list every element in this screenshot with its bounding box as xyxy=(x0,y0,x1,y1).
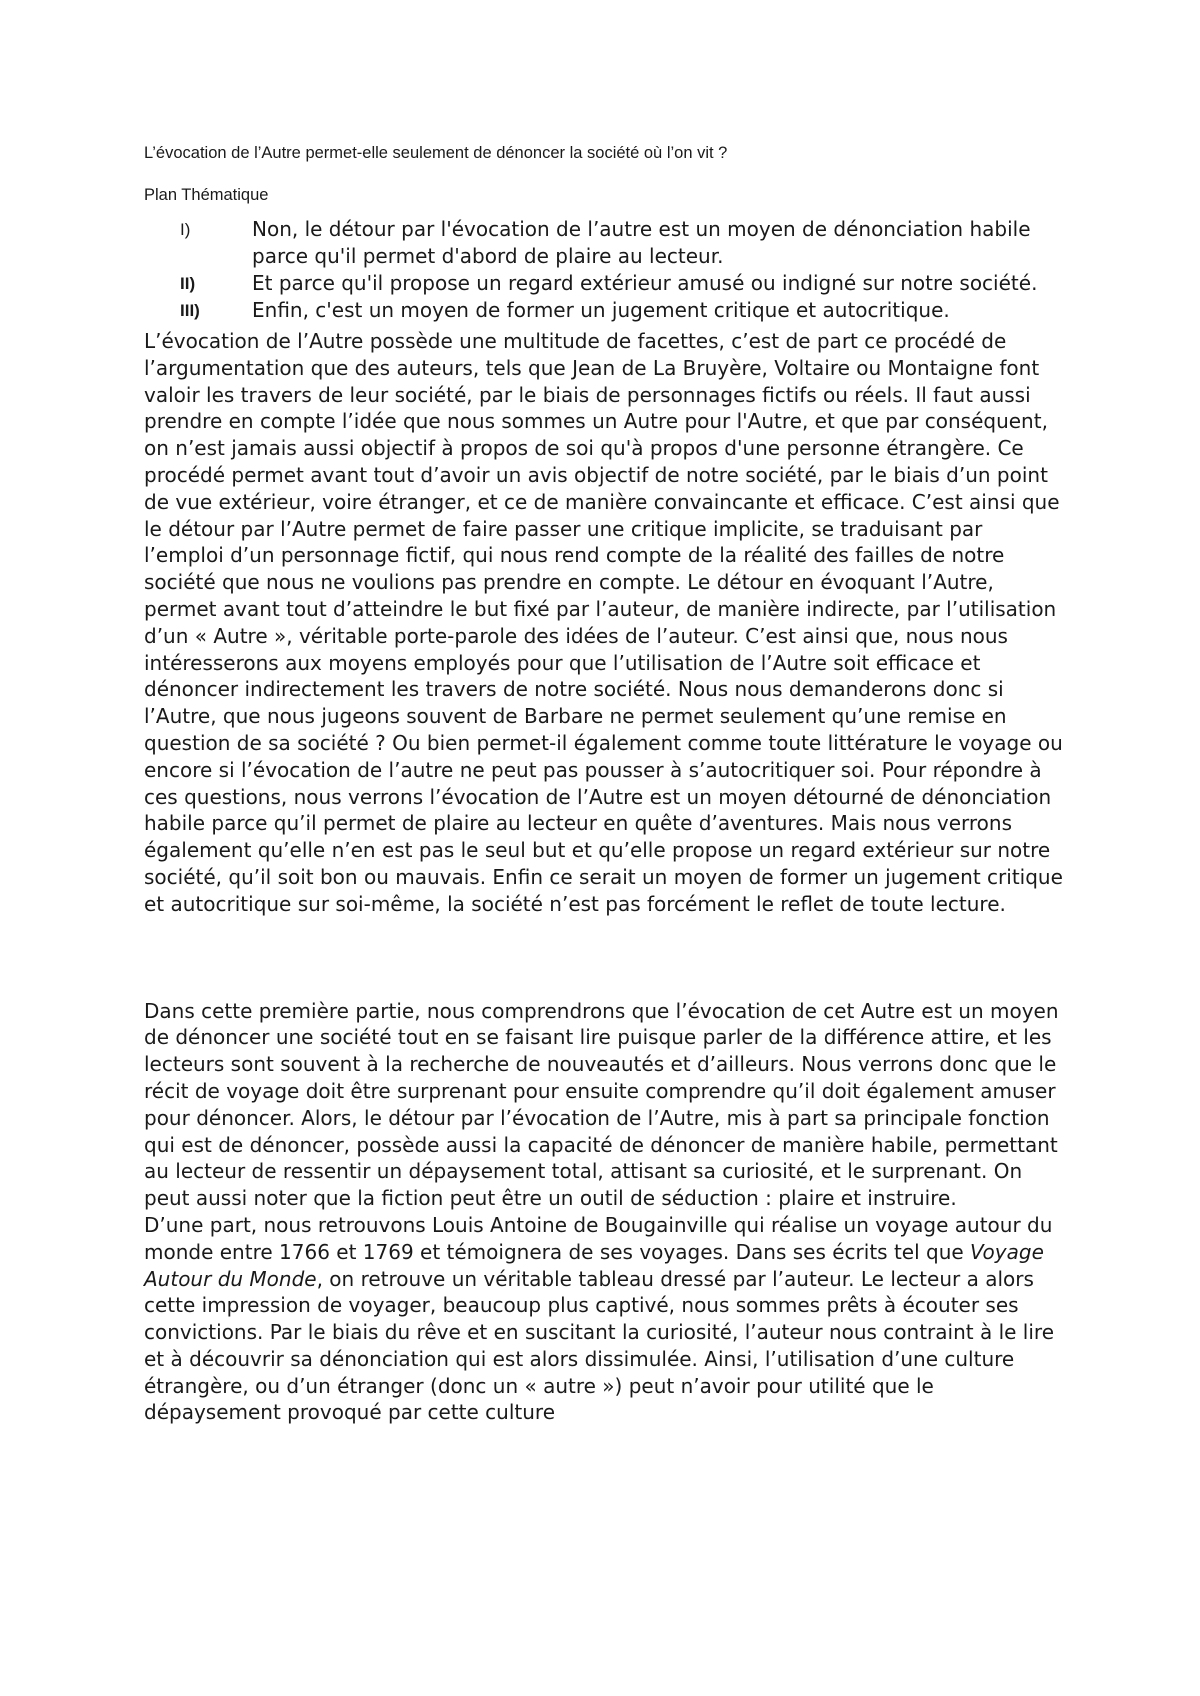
part1-second-paragraph xyxy=(144,1212,1064,1426)
document-title: L’évocation de l’Autre permet-elle seulement de dénoncer la société où l’on vit ? xyxy=(144,144,728,162)
part1-second-text-after: , on retrouve un véritable tableau dressé par l’auteur. Le lecteur a alors cette impression de voyager, beaucoup plus captivé, nous sommes prêts à écouter ses convictions. Par le biais du rêve et en suscitant la curiosité, l’auteur nous contraint à le lire et à découvrir sa dénonciation qui est alors dissimulée. Ainsi, l’utilisation d’une culture étrangère, ou d’un étranger (donc un « autre ») peut n’avoir pour utilité que le dépaysement provoqué par cette culture xyxy=(144,1266,1054,1425)
intro-paragraph: L’évocation de l’Autre possède une multitude de facettes, c’est de part ce procédé de l’argumentation que des auteurs, tels que Jean de La Bruyère, Voltaire ou Montaigne font valoir les travers de leur société, par le biais de personnages fictifs ou réels. Il faut aussi prendre en compte l’idée que nous sommes un Autre pour l'Autre, et que par conséquent, on n’est jamais aussi objectif à propos de soi qu'à propos d'une personne étrangère. Ce procédé permet avant tout d’avoir un avis objectif de notre société, par le biais d’un point de vue extérieur, voire étranger, et ce de manière convaincante et efficace. C’est ainsi que le détour par l’Autre permet de faire passer une critique implicite, se traduisant par l’emploi d’un personnage fictif, qui nous rend compte de la réalité des failles de notre société que nous ne voulions pas prendre en compte. Le détour en évoquant l’Autre, permet avant tout d’atteindre le but fixé par l’auteur, de manière indirecte, par l’utilisation d’un « Autre », véritable porte-parole des idées de l’auteur. C’est ainsi que, nous nous intéresserons aux moyens employés pour que l’utilisation de l’Autre soit efficace et dénoncer indirectement les travers de notre société. Nous nous demanderons donc si l’Autre, que nous jugeons souvent de Barbare ne permet seulement qu’une remise en question de sa société ? Ou bien permet-il également comme toute littérature le voyage ou encore si l’évocation de l’autre ne peut pas pousser à s’autocritiquer soi. Pour répondre à ces questions, nous verrons l’évocation de l’Autre est un moyen détourné de dénonciation habile parce qu’il permet de plaire au lecteur en quête d’aventures. Mais nous verrons également qu’elle n’en est pas le seul but et qu’elle propose un regard extérieur sur notre société, qu’il soit bon ou mauvais. Enfin ce serait un moyen de former un jugement critique et autocritique sur soi-même, la société n’est pas forcément le reflet de toute lecture. xyxy=(144,329,1063,916)
plan-heading: Plan Thématique xyxy=(144,186,269,204)
plan-item-text: Enfin, c'est un moyen de former un jugement critique et autocritique. xyxy=(252,298,950,322)
plan-item xyxy=(144,216,1064,270)
plan-list xyxy=(144,216,1064,324)
document-page xyxy=(144,142,1064,1426)
plan-item-number: II) xyxy=(180,274,196,293)
plan-item-text: Non, le détour par l'évocation de l’autre est un moyen de dénonciation habile parce qu'il permet d'abord de plaire au lecteur. xyxy=(252,217,1031,268)
plan-item xyxy=(144,297,1064,324)
paragraph-spacer xyxy=(144,918,1064,998)
book-title: Voyage Autour du Monde xyxy=(144,1239,1044,1291)
plan-item xyxy=(144,270,1064,297)
plan-item-text: Et parce qu'il propose un regard extérieur amusé ou indigné sur notre société. xyxy=(252,271,1038,295)
part1-paragraph: Dans cette première partie, nous comprendrons que l’évocation de cet Autre est un moyen de dénoncer une société tout en se faisant lire puisque parler de la différence attire, et les lecteurs sont souvent à la recherche de nouveautés et d’ailleurs. Nous verrons donc que le récit de voyage doit être surprenant pour ensuite comprendre qu’il doit également amuser pour dénoncer. Alors, le détour par l’évocation de l’Autre, mis à part sa principale fonction qui est de dénoncer, possède aussi la capacité de dénoncer de manière habile, permettant au lecteur de ressentir un dépaysement total, attisant sa curiosité, et le surprenant. On peut aussi noter que la fiction peut être un outil de séduction : plaire et instruire. xyxy=(144,998,1059,1211)
part1-second-text-before: D’une part, nous retrouvons Louis Antoine de Bougainville qui réalise un voyage autour du monde entre 1766 et 1769 et témoignera de ses voyages. Dans ses écrits tel que xyxy=(144,1212,1053,1264)
plan-item-number: I) xyxy=(180,220,191,239)
plan-item-number: III) xyxy=(180,301,200,320)
